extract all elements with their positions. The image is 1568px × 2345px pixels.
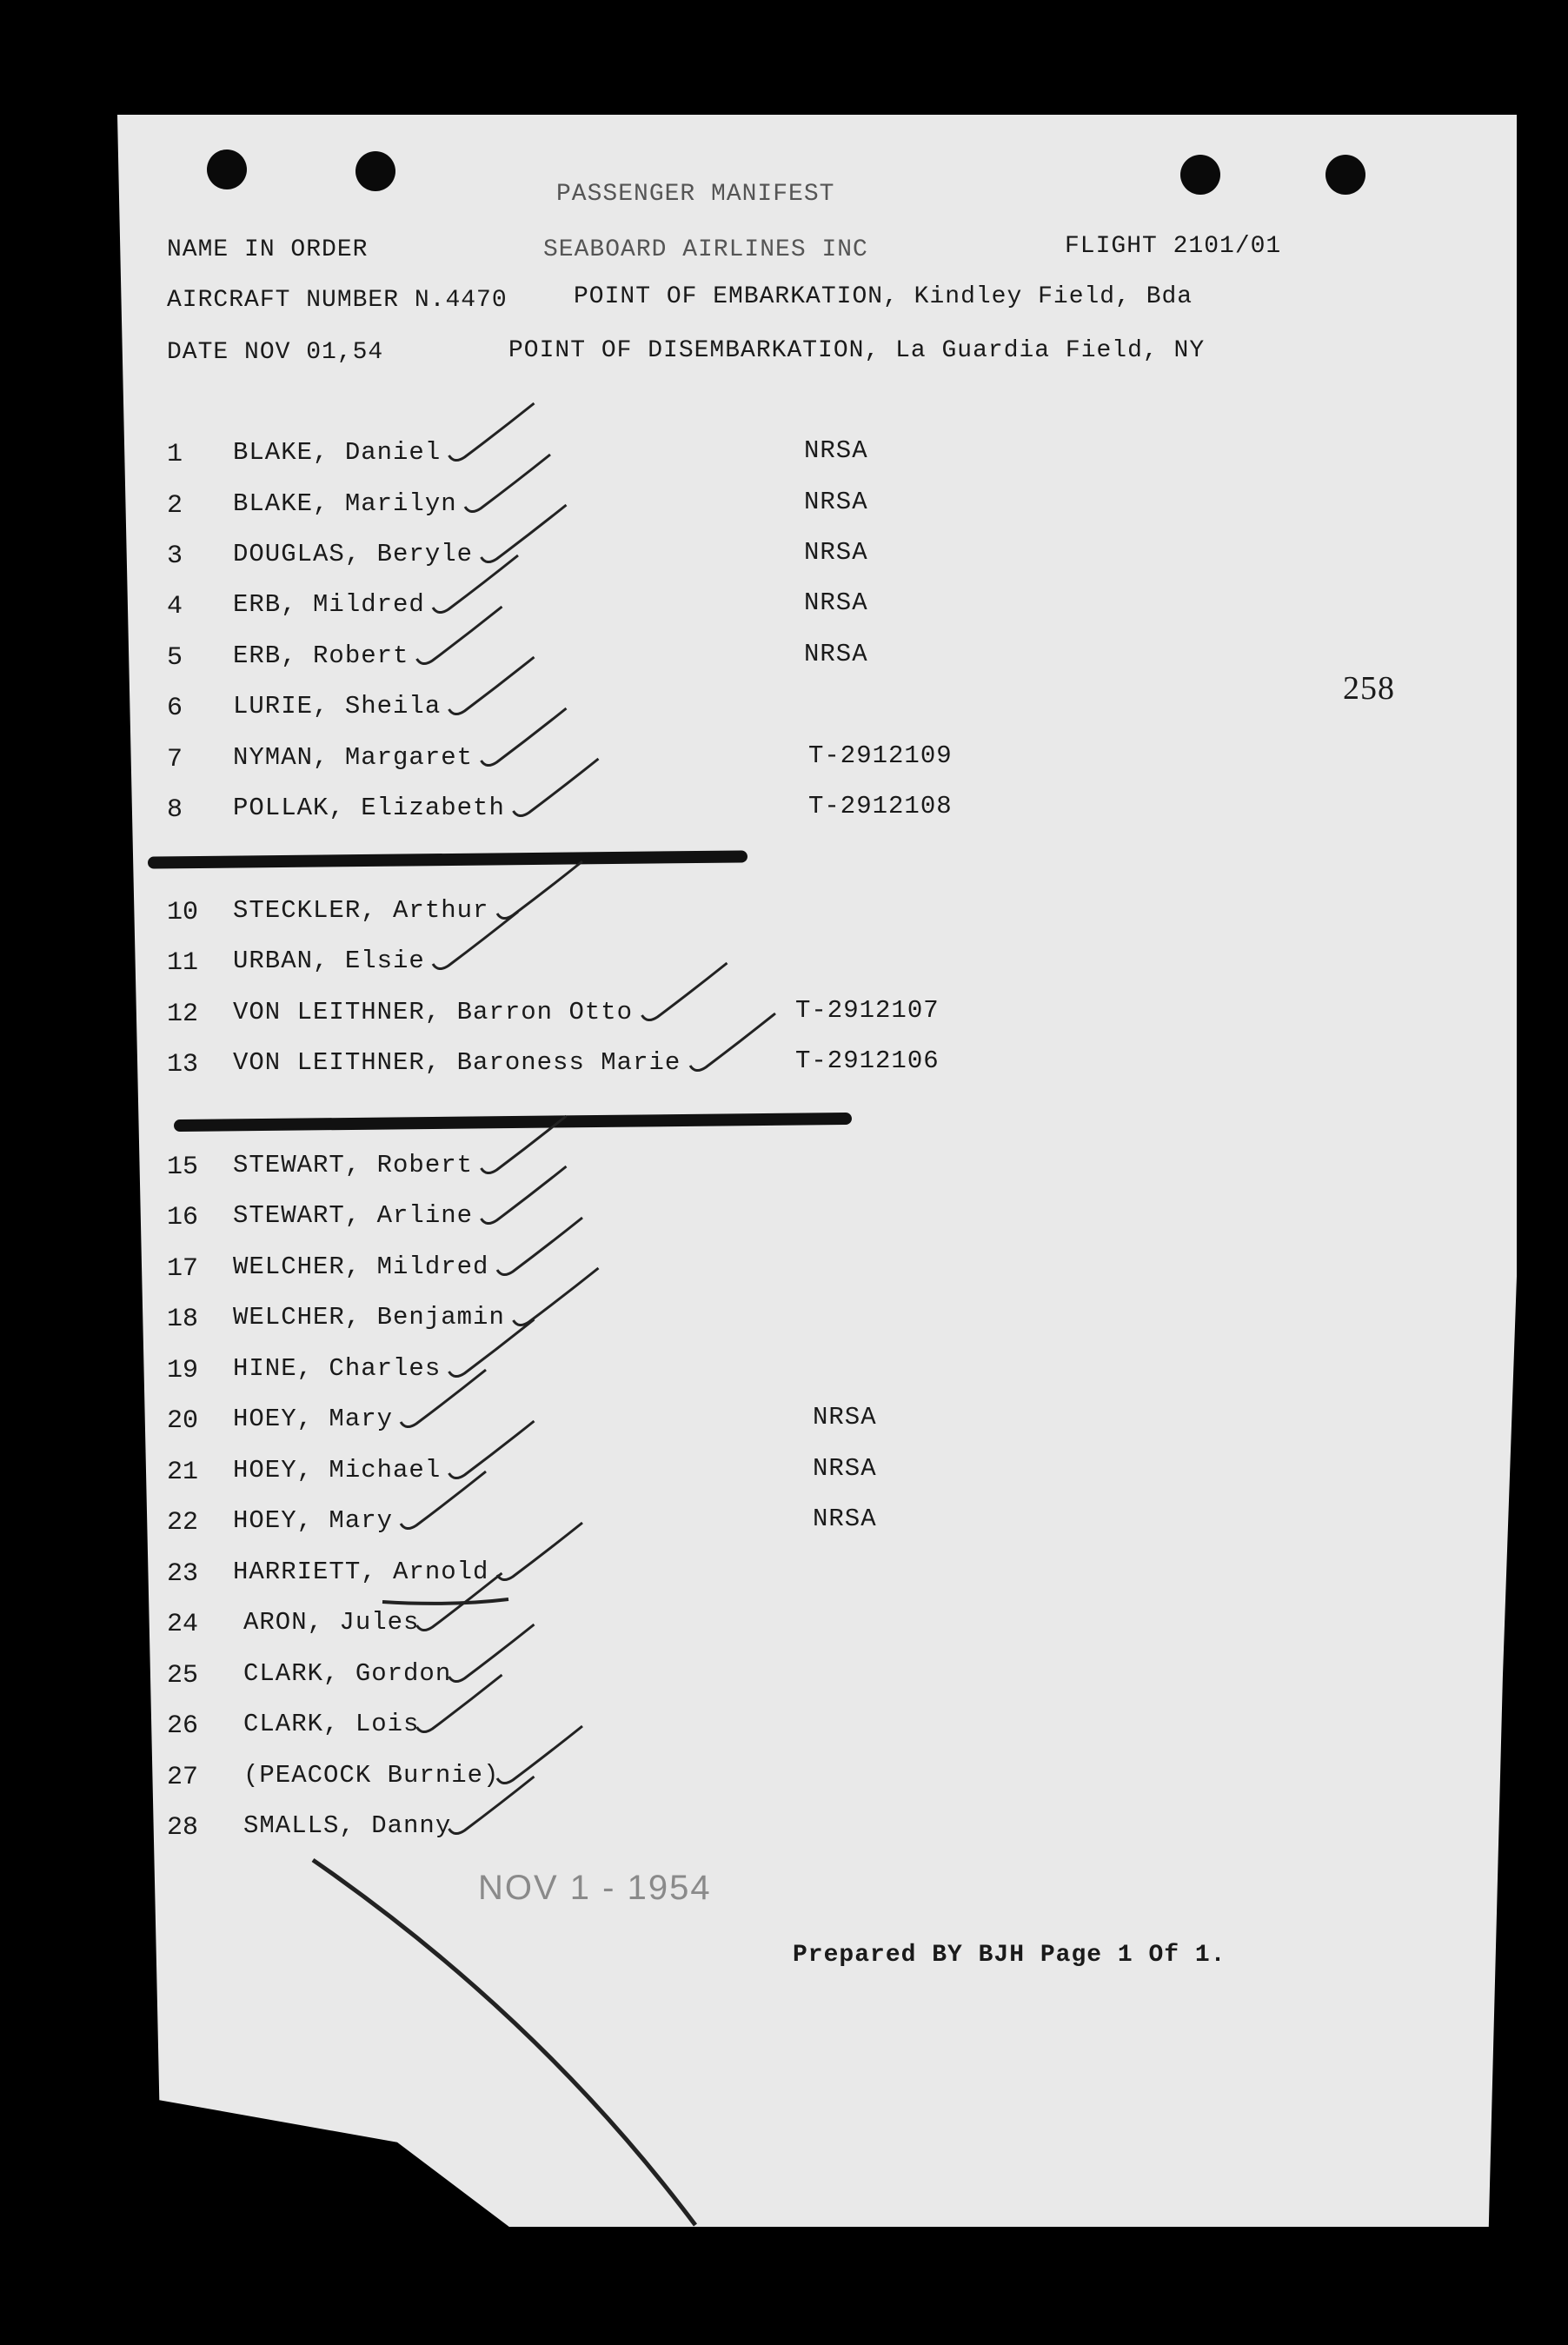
row-number: 3 bbox=[167, 541, 183, 571]
passenger-note: NRSA bbox=[813, 1403, 877, 1432]
punch-hole bbox=[207, 149, 247, 189]
passenger-name: SMALLS, Danny bbox=[243, 1811, 452, 1840]
row-number: 27 bbox=[167, 1763, 199, 1792]
row-number: 23 bbox=[167, 1559, 199, 1589]
passenger-name: WELCHER, Mildred bbox=[233, 1252, 489, 1281]
passenger-note: NRSA bbox=[804, 538, 868, 567]
aircraft-number: AIRCRAFT NUMBER N.4470 bbox=[167, 287, 508, 314]
row-number: 4 bbox=[167, 592, 183, 621]
passenger-name: NYMAN, Margaret bbox=[233, 743, 474, 772]
row-number: 24 bbox=[167, 1610, 199, 1639]
row-number: 13 bbox=[167, 1050, 199, 1079]
passenger-name: ERB, Mildred bbox=[233, 590, 425, 619]
passenger-name: ARON, Jules bbox=[243, 1608, 420, 1637]
passenger-name: STEWART, Robert bbox=[233, 1151, 474, 1179]
passenger-note: T-2912108 bbox=[808, 792, 953, 820]
passenger-note: NRSA bbox=[813, 1454, 877, 1483]
passenger-name: STEWART, Arline bbox=[233, 1201, 474, 1230]
punch-hole bbox=[1325, 155, 1365, 195]
point-of-disembarkation: POINT OF DISEMBARKATION, La Guardia Field, NY bbox=[508, 337, 1206, 364]
passenger-name: HOEY, Mary bbox=[233, 1405, 394, 1433]
row-number: 1 bbox=[167, 440, 183, 469]
passenger-note: NRSA bbox=[804, 640, 868, 668]
row-number: 25 bbox=[167, 1661, 199, 1691]
row-number: 5 bbox=[167, 643, 183, 673]
passenger-name: HINE, Charles bbox=[233, 1354, 442, 1383]
row-number: 22 bbox=[167, 1508, 199, 1538]
passenger-name: HARRIETT, Arnold bbox=[233, 1558, 489, 1586]
row-number: 21 bbox=[167, 1458, 199, 1487]
row-number: 2 bbox=[167, 491, 183, 521]
passenger-name: POLLAK, Elizabeth bbox=[233, 794, 505, 822]
passenger-name: BLAKE, Marilyn bbox=[233, 489, 457, 518]
row-number: 15 bbox=[167, 1153, 199, 1182]
passenger-name: LURIE, Sheila bbox=[233, 692, 442, 721]
passenger-name: VON LEITHNER, Baroness Marie bbox=[233, 1048, 681, 1077]
passenger-name: HOEY, Michael bbox=[233, 1456, 442, 1485]
passenger-name: ERB, Robert bbox=[233, 641, 409, 670]
row-number: 6 bbox=[167, 694, 183, 723]
passenger-note: T-2912106 bbox=[795, 1046, 940, 1075]
passenger-note: T-2912109 bbox=[808, 741, 953, 770]
passenger-note: NRSA bbox=[804, 588, 868, 617]
passenger-name: HOEY, Mary bbox=[233, 1506, 394, 1535]
row-number: 28 bbox=[167, 1813, 199, 1843]
row-number: 11 bbox=[167, 948, 199, 978]
row-number: 8 bbox=[167, 795, 183, 825]
passenger-name: CLARK, Gordon bbox=[243, 1659, 452, 1688]
flight-number: FLIGHT 2101/01 bbox=[1065, 233, 1282, 260]
passenger-name: VON LEITHNER, Barron Otto bbox=[233, 998, 634, 1026]
carrier-name: SEABOARD AIRLINES INC bbox=[543, 236, 868, 263]
row-number: 10 bbox=[167, 898, 199, 927]
passenger-note: T-2912107 bbox=[795, 996, 940, 1025]
passenger-note: NRSA bbox=[813, 1505, 877, 1533]
row-number: 7 bbox=[167, 745, 183, 774]
passenger-note: NRSA bbox=[804, 436, 868, 465]
passenger-name: DOUGLAS, Beryle bbox=[233, 540, 474, 568]
row-number: 19 bbox=[167, 1356, 199, 1385]
page-number: 258 bbox=[1343, 670, 1395, 707]
date-stamp: NOV 1 - 1954 bbox=[478, 1869, 712, 1907]
row-number: 16 bbox=[167, 1203, 199, 1232]
name-label: NAME IN ORDER bbox=[167, 236, 369, 263]
row-number: 17 bbox=[167, 1254, 199, 1284]
manifest-title: PASSENGER MANIFEST bbox=[556, 181, 835, 208]
row-number: 12 bbox=[167, 1000, 199, 1029]
passenger-note: NRSA bbox=[804, 488, 868, 516]
passenger-name: STECKLER, Arthur bbox=[233, 896, 489, 925]
passenger-name: (PEACOCK Burnie) bbox=[243, 1761, 500, 1790]
row-number: 18 bbox=[167, 1305, 199, 1334]
row-number: 20 bbox=[167, 1406, 199, 1436]
prepared-by-footer: Prepared BY BJH Page 1 Of 1. bbox=[793, 1942, 1226, 1969]
flight-date: DATE NOV 01,54 bbox=[167, 339, 384, 366]
passenger-name: BLAKE, Daniel bbox=[233, 438, 442, 467]
row-number: 26 bbox=[167, 1711, 199, 1741]
passenger-name: URBAN, Elsie bbox=[233, 947, 425, 975]
point-of-embarkation: POINT OF EMBARKATION, Kindley Field, Bda bbox=[574, 283, 1193, 310]
punch-hole bbox=[1180, 155, 1220, 195]
passenger-name: CLARK, Lois bbox=[243, 1710, 420, 1738]
passenger-name: WELCHER, Benjamin bbox=[233, 1303, 505, 1332]
punch-hole bbox=[355, 151, 395, 191]
